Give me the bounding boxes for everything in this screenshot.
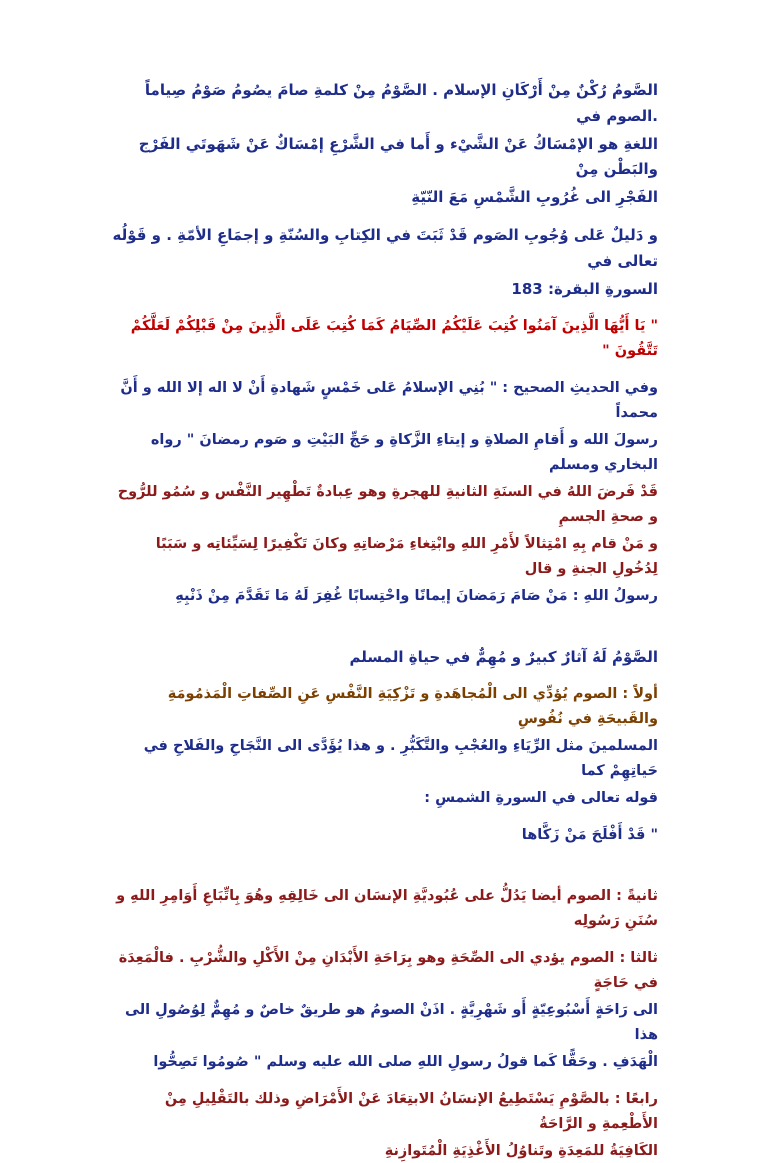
spacer	[110, 304, 658, 314]
paragraph-second-point	[110, 884, 658, 934]
spacer-large	[110, 611, 658, 645]
paragraph-third-point	[110, 946, 658, 1075]
evidence-line-2: السورةِ البقرة: 183	[511, 279, 658, 298]
paragraph-definition	[110, 78, 658, 211]
first-point-line-3: قوله تعالى في السورةِ الشمسِ :	[424, 790, 658, 807]
quran-verse-baqarah-183	[110, 314, 658, 364]
quran-verse-shams	[110, 823, 658, 848]
third-point-line-2: الى رَاحَةٍ أَسْبُوعِيّةٍ أَو شَهْرِيَّةٍ . اذَنْ الصومُ هو طريقٌ خاصٌ و مُهِمٌّ لِوُصُولِ الى هذا	[125, 1001, 658, 1043]
hadith-body-line-1: رسولَ الله و أَقامِ الصلاةِ و إيتاءِ الزَّكاةِ و حَجِّ البَيْتِ و صَوم رمضانَ " رواه البخاري ومسلم	[150, 432, 658, 474]
definition-line-2: اللغةِ هو الإمْسَاكُ عَنْ الشَّيْء و أَما في الشَّرْعِ إمْسَاكٌ عَنْ شَهَوتَي الفَرْج والبَطْن مِنْ	[138, 134, 658, 179]
first-point-line-2: المسلمينَ مثل الرِّيَاءِ والعُجْبِ والتَّكَبُّرِ . و هذا يُؤَدَّى الى النَّجَاحِ والفَلاحِ في حَياتِهِمْ كما	[143, 738, 658, 780]
evidence-line-1: و دَليلٌ عَلى وُجُوبِ الصَوم قَدْ ثَبَتَ في الكِتابِ والسُنّةِ و إجمَاعِ الأمّةِ . و قَوْلُه تعالى في	[112, 225, 658, 270]
fourth-point-line-2: الكَافِيَةُ للمَعِدَةِ وتَناوُلُ الأَغْذِيَةِ الْمُتَوازِنةِ	[384, 1142, 658, 1159]
paragraph-evidence	[110, 223, 658, 302]
hadith-intro-text: وفي الحديثِ الصحيح : " بُنِي الإسلامُ عَلى خَمْسٍ شَهادةِ أَنْ لا اله إلا الله و أَنَّ محمداً	[120, 380, 658, 422]
fourth-point-line-1: رابعًا : بالصَّوْمِ يَسْتَطِيعُ الإنسَانُ الابتِعَادَ عَنْ الأَمْرَاضِ وذلك بالتَقْلِيلِ مِنْ الأَطْعِمةِ و الرَّاحَةُ	[164, 1090, 658, 1132]
spacer	[110, 936, 658, 946]
effects-heading-text: الصَّوْمُ لَهُ آثارٌ كبيرٌ و مُهِمٌّ في حياةِ المسلم	[349, 647, 658, 666]
verse2-text: " قَدْ أَفْلَحَ مَنْ زَكَّاها	[521, 827, 658, 844]
paragraph-first-point	[110, 682, 658, 811]
paragraph-hadith-body	[110, 428, 658, 609]
hadith-body-line-2: قَدْ فَرضَ اللهُ في السنَةِ الثانيةِ للهجرةِ وهو عِبادةٌ تَطْهِير النَّفْس و سُمُو للرُّوح و صحةِ الجسمِ	[117, 484, 658, 525]
heading-effects	[110, 645, 658, 671]
spacer	[110, 213, 658, 223]
third-point-line-3: الْهَدَفِ . وحَقًّا كَما قولُ رسولِ اللهِ صلى الله عليه وسلم " صُومُوا تَصِحُّوا	[153, 1053, 658, 1070]
spacer	[110, 672, 658, 682]
second-point-text: ثانيةً : الصوم أيضا يَدُلُّ على عُبُوديَّةِ الإنسَان الى خَالِقِهِ وهُوَ بِاتِّبَاعِ أَوَامِرِ اللهِ و سُنَنِ رَسُولِه	[116, 888, 658, 930]
paragraph-fourth-point	[110, 1087, 658, 1163]
spacer-large	[110, 850, 658, 884]
hadith-body-line-3: و مَنْ قام بِهِ امْتِثالاً لأَمْرِ اللهِ وابْتِغاءِ مَرْضاتِهِ وكانَ تَكْفِيرًا لِسَيِّئاتِه و سَبَبًا لِدُخُولِ الجنةِ و قال	[155, 535, 658, 577]
verse-text: " يَا أَيُّهَا الَّذِينَ آمَنُوا كُتِبَ عَلَيْكُمُ الصِّيَامُ كَمَا كُتِبَ عَلَى الَّذِينَ مِنْ قَبْلِكُمْ لَعَلَّكُمْ تَتَّقُونَ "	[130, 318, 658, 360]
definition-line-3: الفَجْرِ الى غُرُوبِ الشَّمْسِ مَعَ النّيّةِ	[411, 188, 658, 207]
spacer	[110, 366, 658, 376]
paragraph-hadith-intro	[110, 376, 658, 426]
third-point-line-1: ثالثا : الصوم يؤدي الى الصِّحَةِ وهو بِرَاحَةِ الأَبْدَانِ مِنْ الأَكْلِ والشُّرْبِ . فالْمَعِدَة في حَاجَةٍ	[118, 949, 658, 991]
spacer	[110, 813, 658, 823]
spacer	[110, 1077, 658, 1087]
hadith-body-line-4: رسولُ اللهِ : مَنْ صَامَ رَمَضانَ إيمانًا واحْتِسابًا غُفِرَ لَهُ مَا تَقَدَّمَ مِنْ ذَنْبِهِ	[175, 587, 658, 604]
first-point-line-1: أولاً : الصوم يُؤدِّي الى الْمُجاهَدةِ و تَزْكِيَةِ النَّفْسِ عَنِ الصِّفاتِ الْمَذمُومَةِ والقَبيحَةِ في نُفُوسِ	[167, 686, 658, 728]
definition-line-1: الصَّومُ رُكْنٌ مِنْ أَرْكَانِ الإسلام . الصَّوْمُ مِنْ كلمةِ صامَ يصُومُ صَوْمُ صِياماً .الصوم في	[144, 81, 658, 125]
